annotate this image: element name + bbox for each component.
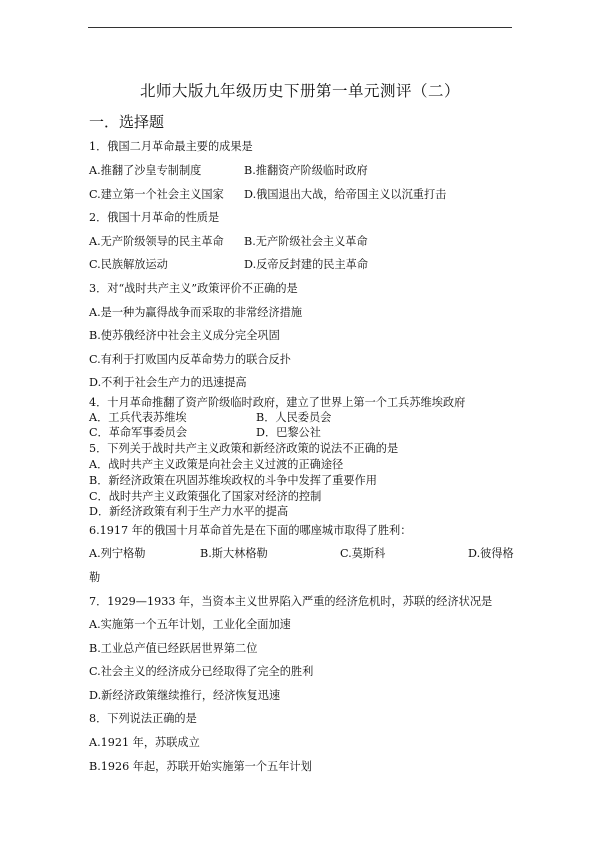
q5-stem: 5．下列关于战时共产主义政策和新经济政策的说法不正确的是 — [89, 442, 399, 455]
q5-option-b: B．新经济政策在巩固苏维埃政权的斗争中发挥了重要作用 — [89, 474, 377, 487]
q1-option-a: A.推翻了沙皇专制制度 — [89, 164, 202, 177]
q5-option-a: A．战时共产主义政策是向社会主义过渡的正确途径 — [89, 458, 344, 471]
q6-stem: 6.1917 年的俄国十月革命首先是在下面的哪座城市取得了胜利： — [89, 524, 412, 537]
q2-option-d: D.反帝反封建的民主革命 — [244, 258, 369, 271]
q6-option-d-continued: 勒 — [89, 571, 101, 584]
q5-option-d: D．新经济政策有利于生产力水平的提高 — [89, 505, 289, 518]
q6-option-b: B.斯大林格勒 — [200, 547, 268, 560]
q2-option-b: B.无产阶级社会主义革命 — [244, 235, 368, 248]
q3-option-a: A.是一种为赢得战争而采取的非常经济措施 — [89, 306, 303, 319]
q4-stem: 4．十月革命推翻了资产阶级临时政府，建立了世界上第一个工兵苏维埃政府 — [89, 396, 466, 409]
q3-option-d: D.不利于社会生产力的迅速提高 — [89, 376, 247, 389]
q1-option-d: D.俄国退出大战，给帝国主义以沉重打击 — [244, 188, 447, 201]
q1-option-c: C.建立第一个社会主义国家 — [89, 188, 224, 201]
header-rule — [88, 27, 512, 28]
q1-option-b: B.推翻资产阶级临时政府 — [244, 164, 368, 177]
q3-stem: 3．对“战时共产主义”政策评价不正确的是 — [89, 282, 298, 295]
q4-option-a: A．工兵代表苏维埃 — [89, 411, 187, 424]
q4-option-b: B．人民委员会 — [256, 411, 332, 424]
q7-option-b: B.工业总产值已经跃居世界第二位 — [89, 642, 258, 655]
q1-stem: 1．俄国二月革命最主要的成果是 — [89, 140, 253, 153]
q6-option-d: D.彼得格 — [468, 547, 514, 560]
q5-option-c: C．战时共产主义政策强化了国家对经济的控制 — [89, 490, 322, 503]
q2-option-a: A.无产阶级领导的民主革命 — [89, 235, 224, 248]
q3-option-b: B.使苏俄经济中社会主义成分完全巩固 — [89, 329, 280, 342]
q6-option-a: A.列宁格勒 — [89, 547, 146, 560]
q4-option-d: D．巴黎公社 — [256, 426, 321, 439]
q8-option-b: B.1926 年起，苏联开始实施第一个五年计划 — [89, 760, 312, 773]
q7-option-a: A.实施第一个五年计划，工业化全面加速 — [89, 618, 291, 631]
q7-option-d: D.新经济政策继续推行，经济恢复迅速 — [89, 689, 281, 702]
q8-option-a: A.1921 年，苏联成立 — [89, 736, 200, 749]
q2-stem: 2．俄国十月革命的性质是 — [89, 211, 220, 224]
q8-stem: 8．下列说法正确的是 — [89, 712, 197, 725]
q4-option-c: C．革命军事委员会 — [89, 426, 188, 439]
q7-stem: 7．1929—1933 年，当资本主义世界陷入严重的经济危机时，苏联的经济状况是 — [89, 595, 493, 608]
q7-option-c: C.社会主义的经济成分已经取得了完全的胜利 — [89, 665, 314, 678]
page-title: 北师大版九年级历史下册第一单元测评（二） — [139, 82, 460, 100]
q2-option-c: C.民族解放运动 — [89, 258, 168, 271]
q6-option-c: C.莫斯科 — [340, 547, 386, 560]
section-heading: 一．选择题 — [89, 113, 165, 131]
q3-option-c: C.有利于打败国内反革命势力的联合反扑 — [89, 353, 291, 366]
